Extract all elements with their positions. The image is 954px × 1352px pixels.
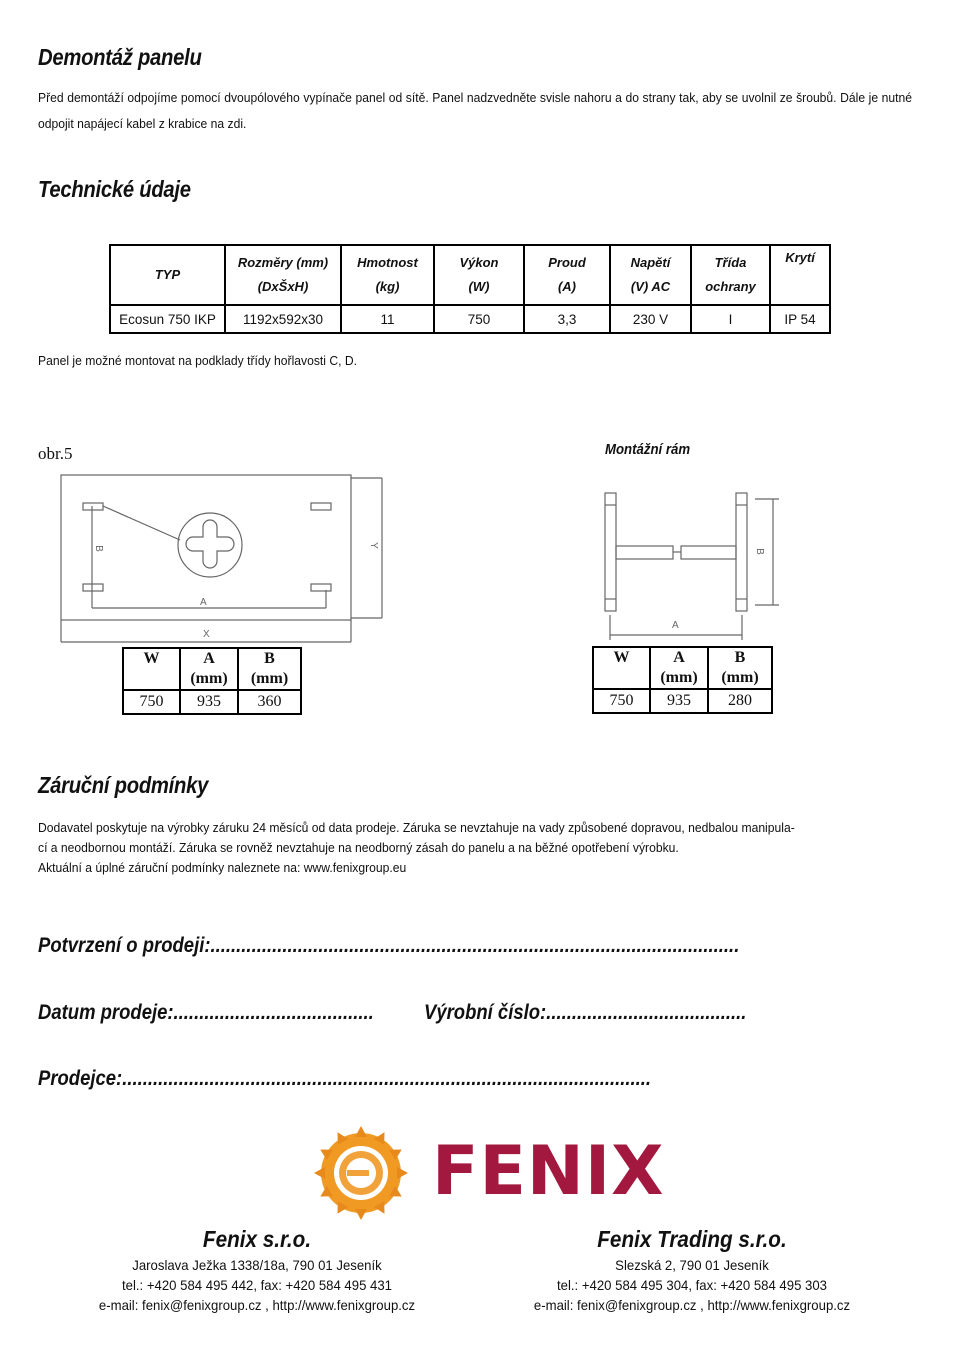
section-title-technicke: Technické údaje: [38, 176, 191, 202]
datum-prodeje-field[interactable]: Datum prodeje:.......................................: [38, 1001, 374, 1024]
tech-table-header: [110, 245, 830, 305]
section-title-zaruka: Záruční podmínky: [38, 772, 209, 798]
company-trading-name: Fenix Trading s.r.o.: [597, 1226, 787, 1252]
dim-right-value-b: 280: [708, 689, 772, 713]
tech-header-proud: Proud (A): [524, 245, 610, 305]
tech-cell-vykon: 750: [434, 305, 524, 333]
dim-right-header-w: W: [593, 647, 650, 689]
company-fenix-name: Fenix s.r.o.: [202, 1226, 312, 1252]
panel-label-b: B: [92, 545, 104, 552]
company-fenix-address: Jaroslava Ježka 1338/18a, 790 01 Jeseník: [132, 1257, 382, 1273]
zaruka-line-3: Aktuální a úplné záruční podmínky naleznete na: www.fenixgroup.eu: [38, 860, 407, 875]
company-fenix-trading: [492, 1226, 892, 1315]
tech-table-row: [110, 305, 830, 333]
dim-left-value-b: 360: [238, 690, 301, 714]
panel-diagram: [55, 468, 390, 648]
dim-left-header-b: B (mm): [238, 648, 301, 690]
panel-label-y: Y: [367, 542, 379, 549]
mounting-frame-diagram: [595, 485, 795, 645]
demontaz-text: Před demontáží odpojíme pomocí dvoupólového vypínače panel od sítě. Panel nadzvedněte svisle nahoru a do strany tak, aby se uvolnil ze šroubů. Dále je nutné odpojit napájecí kabel z krabice na zdi.: [38, 90, 912, 131]
tech-header-napeti: Napětí (V) AC: [610, 245, 691, 305]
company-fenix: [57, 1226, 457, 1315]
tech-header-hmotnost: Hmotnost (kg): [341, 245, 434, 305]
dim-left-header-a: A (mm): [180, 648, 238, 690]
potvrzeni-field[interactable]: Potvrzení o prodeji:.......................................................................................................: [38, 934, 740, 957]
zaruka-line-2: cí a neodbornou montáží. Záruka se rovněž nevztahuje na neodborný zásah do panelu a na běžné opotřebení výrobku.: [38, 840, 679, 855]
fenix-sun-logo-icon: [313, 1125, 409, 1221]
tech-header-rozmery: Rozměry (mm) (DxŠxH): [225, 245, 341, 305]
zaruka-line-1: Dodavatel poskytuje na výrobky záruku 24 měsíců od data prodeje. Záruka se nevztahuje na vady způsobené dopravou, nedbalou manipula-: [38, 820, 795, 835]
dim-right-header-a: A (mm): [650, 647, 708, 689]
tech-cell-rozmery: 1192x592x30: [225, 305, 341, 333]
tech-table: [109, 244, 831, 334]
section-title-demontaz: Demontáž panelu: [38, 44, 202, 70]
frame-label-b: B: [753, 548, 765, 555]
company-trading-phone: tel.: +420 584 495 304, fax: +420 584 495 303: [556, 1277, 828, 1293]
tech-cell-proud: 3,3: [524, 305, 610, 333]
tech-cell-kryti: IP 54: [770, 305, 830, 333]
dim-table-left: [122, 647, 302, 715]
frame-label-a: A: [672, 620, 679, 631]
fenix-logo-text: FENIX: [432, 1132, 665, 1211]
dim-left-value-a: 935: [180, 690, 238, 714]
panel-label-a: A: [200, 597, 207, 608]
company-fenix-email[interactable]: e-mail: fenix@fenixgroup.cz , http://www.fenixgroup.cz: [98, 1297, 416, 1313]
figure-right-caption: Montážní rám: [605, 441, 691, 458]
tech-note: Panel je možné montovat na podklady třídy hořlavosti C, D.: [38, 353, 357, 368]
company-fenix-phone: tel.: +420 584 495 442, fax: +420 584 495 431: [121, 1277, 393, 1293]
vyrobni-cislo-field[interactable]: Výrobní číslo:.......................................: [424, 1001, 747, 1024]
dim-right-value-w: 750: [593, 689, 650, 713]
tech-cell-trida: I: [691, 305, 770, 333]
tech-header-kryti: Krytí: [770, 245, 830, 305]
tech-header-trida: Třída ochrany: [691, 245, 770, 305]
tech-header-vykon: Výkon (W): [434, 245, 524, 305]
tech-cell-napeti: 230 V: [610, 305, 691, 333]
dim-right-value-a: 935: [650, 689, 708, 713]
tech-cell-hmotnost: 11: [341, 305, 434, 333]
tech-header-typ: TYP: [110, 245, 225, 305]
panel-label-x: X: [203, 629, 210, 640]
dim-left-header-w: W: [123, 648, 180, 690]
dim-left-value-w: 750: [123, 690, 180, 714]
tech-cell-typ: Ecosun 750 IKP: [110, 305, 225, 333]
company-trading-email[interactable]: e-mail: fenix@fenixgroup.cz , http://www.fenixgroup.cz: [533, 1297, 851, 1313]
prodejce-field[interactable]: Prodejce:.......................................................................................................: [38, 1067, 652, 1090]
company-trading-address: Slezská 2, 790 01 Jeseník: [615, 1257, 769, 1273]
dim-right-header-b: B (mm): [708, 647, 772, 689]
dim-table-right: [592, 646, 773, 714]
figure-left-caption: obr.5: [38, 444, 73, 463]
